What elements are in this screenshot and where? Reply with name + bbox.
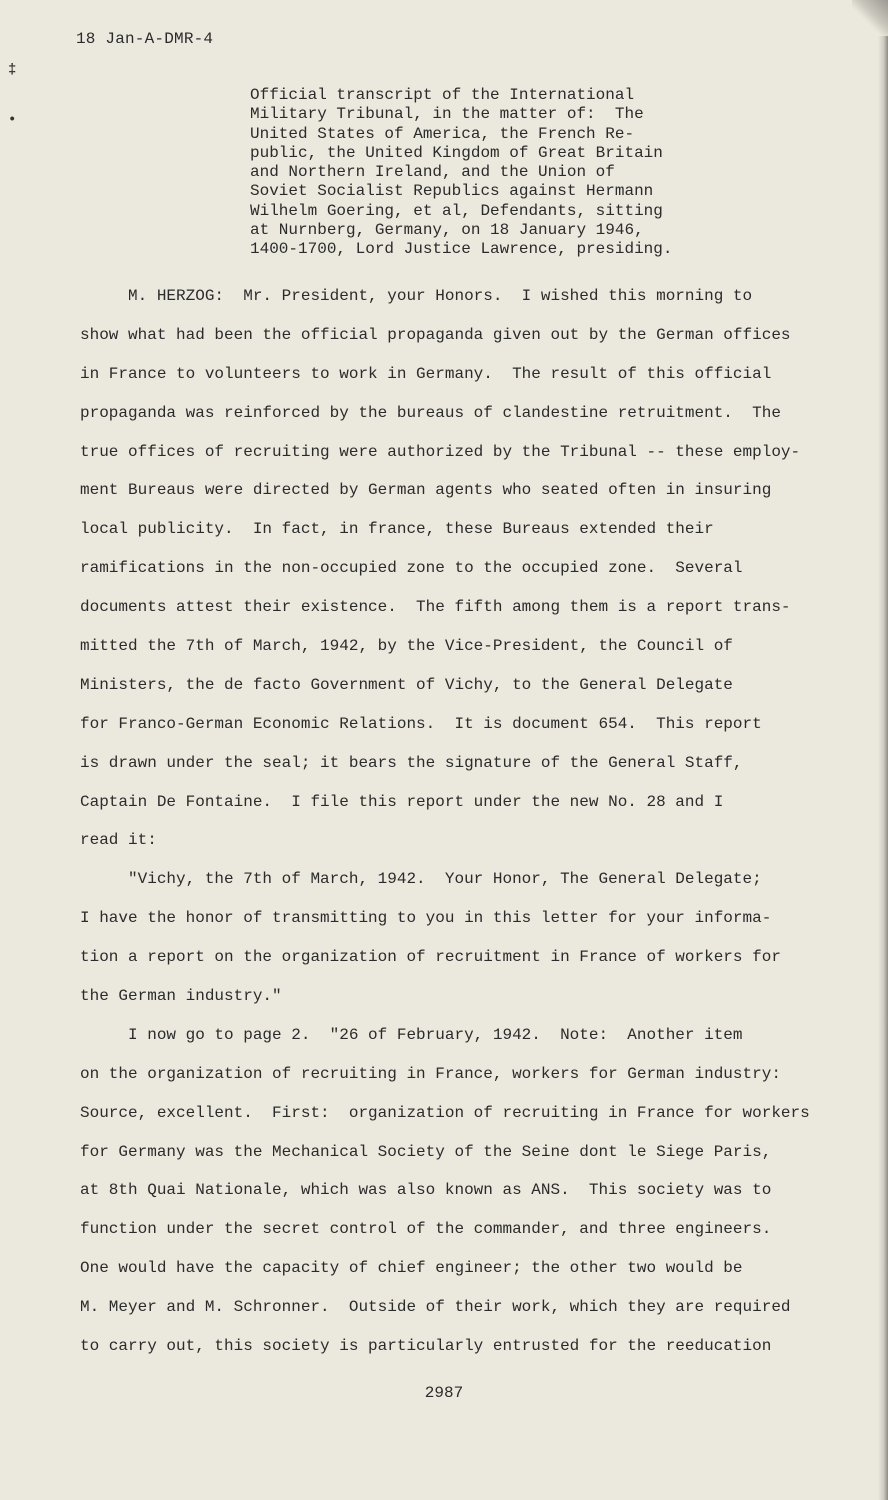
body-line: for Franco-German Economic Relations. It is document 654. This report [80, 714, 762, 733]
body-line: for Germany was the Mechanical Society of the Seine dont le Siege Paris, [80, 1142, 772, 1161]
body-line: function under the secret control of the commander, and three engineers. [80, 1220, 772, 1239]
body-line: Source, excellent. First: organization of recruiting in France for workers [80, 1103, 810, 1122]
body-line: is drawn under the seal; it bears the signature of the General Staff, [80, 753, 743, 772]
body-line: true offices of recruiting were authorized by the Tribunal -- these employ- [80, 442, 801, 461]
body-line: M. HERZOG: Mr. President, your Honors. I wished this morning to [80, 287, 753, 305]
heading-line: Military Tribunal, in the matter of: The [250, 105, 644, 124]
body-line: mitted the 7th of March, 1942, by the Vice-President, the Council of [80, 637, 733, 656]
body-line: ramifications in the non-occupied zone to the occupied zone. Several [80, 559, 743, 578]
body-line: documents attest their existence. The fifth among them is a report trans- [80, 598, 791, 617]
heading-line: Wilhelm Goering, et al, Defendants, sitting [250, 201, 663, 220]
body-line: ment Bureaus were directed by German agents who seated often in insuring [80, 481, 772, 500]
body-line: tion a report on the organization of recruitment in France of workers for [80, 948, 781, 967]
page-number: 2987 [424, 1384, 464, 1402]
heading-line: at Nurnberg, Germany, on 18 January 1946, [250, 221, 644, 240]
body-line: I now go to page 2. "26 of February, 1942. Note: Another item [80, 1025, 743, 1044]
body-line: in France to volunteers to work in Germany. The result of this official [80, 364, 772, 383]
heading-line: United States of America, the French Re- [250, 124, 635, 143]
transcript-body [80, 277, 820, 1366]
margin-mark-1: ‡ [8, 62, 17, 78]
body-line: Captain De Fontaine. I file this report under the new No. 28 and I [80, 792, 724, 811]
body-line: Ministers, the de facto Government of Vichy, to the General Delegate [80, 675, 733, 694]
page-edge-shadow [878, 0, 888, 1500]
body-line: One would have the capacity of chief engineer; the other two would be [80, 1259, 743, 1278]
body-line: local publicity. In fact, in france, these Bureaus extended their [80, 520, 714, 539]
body-line: I have the honor of transmitting to you in this letter for your informa- [80, 909, 772, 928]
heading-line: Soviet Socialist Republics against Hermann [250, 182, 654, 201]
body-line: M. Meyer and M. Schronner. Outside of their work, which they are required [80, 1298, 791, 1317]
margin-mark-2: • [8, 112, 17, 128]
body-line: propaganda was reinforced by the bureaus of clandestine retruitment. The [80, 403, 781, 422]
heading-line: and Northern Ireland, and the Union of [250, 163, 615, 182]
heading-line: public, the United Kingdom of Great Britain [250, 143, 663, 162]
heading-line: Official transcript of the International [250, 86, 635, 104]
document-id: 18 Jan-A-DMR-4 [76, 30, 214, 48]
heading-line: 1400-1700, Lord Justice Lawrence, presiding. [250, 240, 673, 259]
body-line: at 8th Quai Nationale, which was also known as ANS. This society was to [80, 1181, 772, 1200]
body-line: the German industry." [80, 987, 282, 1006]
body-line: on the organization of recruiting in France, workers for German industry: [80, 1064, 781, 1083]
body-line: read it: [80, 831, 157, 850]
body-line: "Vichy, the 7th of March, 1942. Your Honor, The General Delegate; [80, 870, 762, 889]
transcript-heading [250, 86, 690, 260]
page-corner-fold [852, 0, 888, 36]
body-line: to carry out, this society is particularly entrusted for the reeducation [80, 1337, 772, 1356]
body-line: show what had been the official propaganda given out by the German offices [80, 325, 791, 344]
